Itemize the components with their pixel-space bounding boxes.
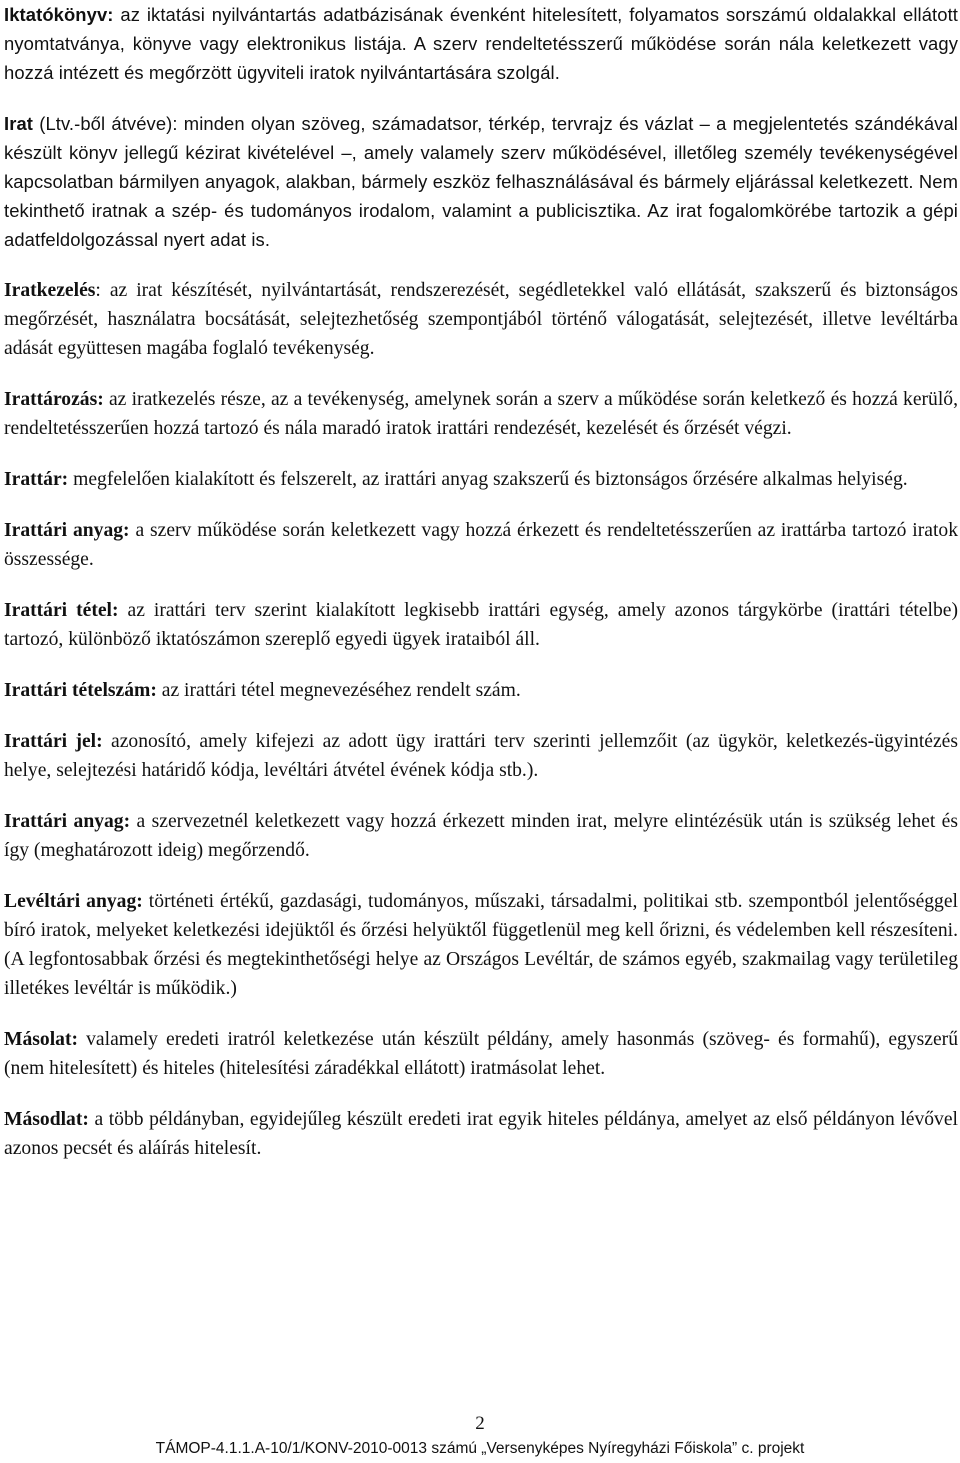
term: Irattári anyag: [4,520,130,541]
definition-iratkezeles [4,276,958,363]
term: Iratkezelés [4,280,96,301]
definition-text: az irattári tétel megnevezéséhez rendelt szám. [156,680,521,701]
definition-irattari-anyag-2 [4,807,958,865]
term: Irattári jel: [4,731,103,752]
definition-irattari-tetelszam [4,676,958,705]
definition-irattari-jel [4,727,958,785]
definition-text: : az irat készítését, nyilvántartását, rendszerezését, segédletekkel való ellátását, szakszerű és biztonságos megőrzését, használatra bocsátását, selejtezhetőség szempontjából történő válogatását, selejtezését, illetve levéltárba adását együttesen magába foglaló tevékenység. [4,280,958,359]
definition-text: megfelelően kialakított és felszerelt, az irattári anyag szakszerű és biztonságos őrzésére alkalmas helyiség. [68,469,908,490]
definition-irattar [4,465,958,494]
document-page [4,0,958,1185]
definition-masolat [4,1025,958,1083]
term: Irattározás: [4,389,104,410]
definition-irat [4,109,958,254]
definition-text: a több példányban, egyidejűleg készült eredeti irat egyik hiteles példánya, amelyet az első példányon lévővel azonos pecsét és aláírás hitelesít. [4,1109,958,1159]
definition-irattarozas [4,385,958,443]
definition-text: történeti értékű, gazdasági, tudományos, műszaki, társadalmi, politikai stb. szempontból jelentőséggel bíró iratok, melyeket keletkezési idejüktől és őrzési helyüktől függetlenül meg kell őrizni, és védelemben kell részesíteni. (A legfontosabbak őrzési és megtekinthetőségi helye az Országos Levéltár, de számos egyéb, szakmailag vagy területileg illetékes levéltár is működik.) [4,891,958,999]
definition-irattari-anyag [4,516,958,574]
definition-leveltari-anyag [4,887,958,1003]
definition-text: valamely eredeti iratról keletkezése után készült példány, amely hasonmás (szöveg- és formahű), egyszerű (nem hitelesített) és hiteles (hitelesítési záradékkal ellátott) iratmásolat lehet. [4,1029,958,1079]
term: Irattár: [4,469,69,490]
page-footer: TÁMOP-4.1.1.A-10/1/KONV-2010-0013 számú „Versenyképes Nyíregyházi Főiskola” c. projekt [155,1440,805,1457]
term: Levéltári anyag: [4,891,143,912]
definition-text: azonosító, amely kifejezi az adott ügy irattári terv szerinti jellemzőit (az ügykör, keletkezés-ügyintézés helye, selejtezési határidő kódja, levéltári átvétel évének kódja stb.). [4,731,958,781]
page-number: 2 [475,1413,485,1434]
definition-text: a szerv működése során keletkezett vagy hozzá érkezett és rendeltetésszerűen az irattárba tartozó iratok összessége. [4,520,958,570]
term: Irattári tétel: [4,600,119,621]
definition-iktatokonyv [4,0,958,87]
term: Másolat: [4,1029,79,1050]
definition-irattari-tetel [4,596,958,654]
definition-masodlat [4,1105,958,1163]
definition-text: (Ltv.-ből átvéve): minden olyan szöveg, számadatsor, térkép, tervrajz és vázlat – a megjelentetés szándékával készült könyv jellegű kézirat kivételével –, amely valamely szerv működésével, illetőleg személy tevékenységével kapcsolatban bármilyen anyagok, alakban, bármely eszköz felhasználásával és bármely eljárással keletkezett. Nem tekinthető iratnak a szép- és tudományos irodalom, valamint a publicisztika. Az irat fogalomkörébe tartozik a gépi adatfeldolgozással nyert adat is. [4,113,958,250]
term: Másodlat: [4,1109,89,1130]
term: Irat [4,113,34,134]
definition-text: az iktatási nyilvántartás adatbázisának évenként hitelesített, folyamatos sorszámú oldalakkal ellátott nyomtatványa, könyve vagy elektronikus listája. A szerv rendeltetésszerű működése során nála keletkezett vagy hozzá intézett és megőrzött ügyviteli iratok nyilvántartására szolgál. [4,4,958,83]
definition-text: az iratkezelés része, az a tevékenység, amelynek során a szerv a működése során keletkező és hozzá kerülő, rendeltetésszerűen hozzá tartozó és nála maradó iratok irattári rendezését, kezelését és őrzését végzi. [4,389,958,439]
definition-text: az irattári terv szerint kialakított legkisebb irattári egység, amely azonos tárgykörbe (irattári tételbe) tartozó, különböző iktatószámon szereplő egyedi ügyek irataiból áll. [4,600,958,650]
definition-text: a szervezetnél keletkezett vagy hozzá érkezett minden irat, melyre elintézésük után is szükség lehet és így (meghatározott ideig) megőrzendő. [4,811,958,861]
term: Iktatókönyv: [4,4,114,25]
term: Irattári tételszám: [4,680,157,701]
term: Irattári anyag: [4,811,131,832]
